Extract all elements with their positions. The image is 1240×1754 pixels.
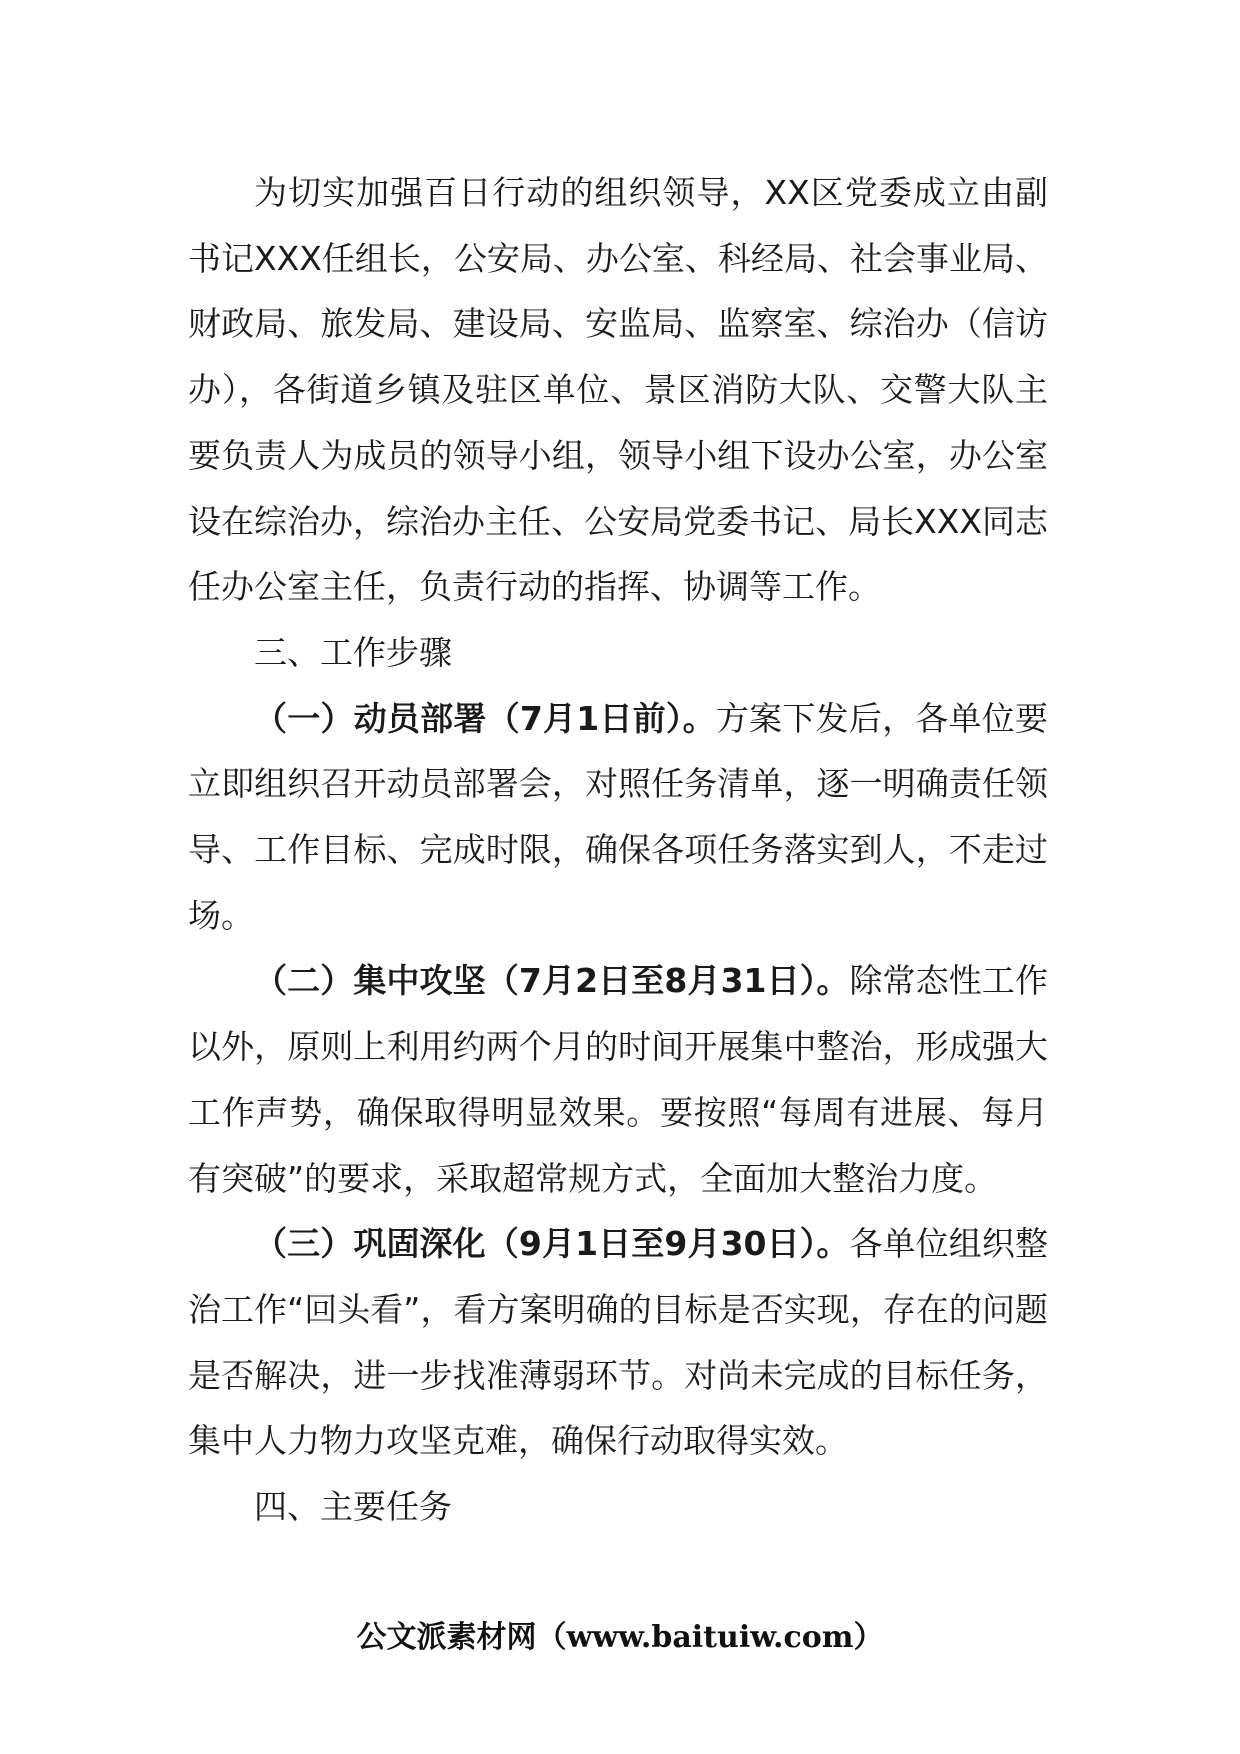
paragraph-text: 为切实加强百日行动的组织领导，XX区党委成立由副书记XXX任组长，公安局、办公室、科经局、社会事业局、财政局、旅发局、建设局、安监局、监察室、综治办（信访办），各街道乡镇及驻区单位、景区消防大队、交警大队主要负责人为成员的领导小组，领导小组下设办公室，办公室设在综治办，综治办主任、公安局党委书记、局长XXX同志任办公室主任，负责行动的指挥、协调等工作。 [188,173,1048,607]
section-heading-work-steps: 三、工作步骤 [254,632,452,672]
step-text: 各单位组织整治工作“回头看”，看方案明确的目标是否实现，存在的问题是否解决，进一步找准薄弱环节。对尚未完成的目标任务，集中人力物力攻坚克难，确保行动取得实效。 [188,1224,1048,1461]
step-text: 除常态性工作以外，原则上利用约两个月的时间开展集中整治，形成强大工作声势，确保取得明显效果。要按照“每周有进展、每月有突破”的要求，采取超常规方式，全面加大整治力度。 [188,961,1048,1198]
step-text: 方案下发后，各单位要立即组织召开动员部署会，对照任务清单，逐一明确责任领导、工作目标、完成时限，确保各项任务落实到人，不走过场。 [188,698,1048,935]
leadership-paragraph [188,160,1048,620]
step-lead: （三）巩固深化（9月1日至9月30日）。 [254,1224,850,1264]
footer-watermark: 公文派素材网（www.baituiw.com） [356,1620,884,1655]
section-heading-main-tasks: 四、主要任务 [254,1487,452,1527]
step-lead: （二）集中攻坚（7月2日至8月31日）。 [254,961,850,1001]
document-body [188,160,1048,1540]
step-paragraph-consolidation [188,1211,1048,1474]
step-paragraph-mobilization [188,686,1048,949]
step-lead: （一）动员部署（7月1日前）。 [254,698,716,738]
step-paragraph-concentrated-effort [188,948,1048,1211]
